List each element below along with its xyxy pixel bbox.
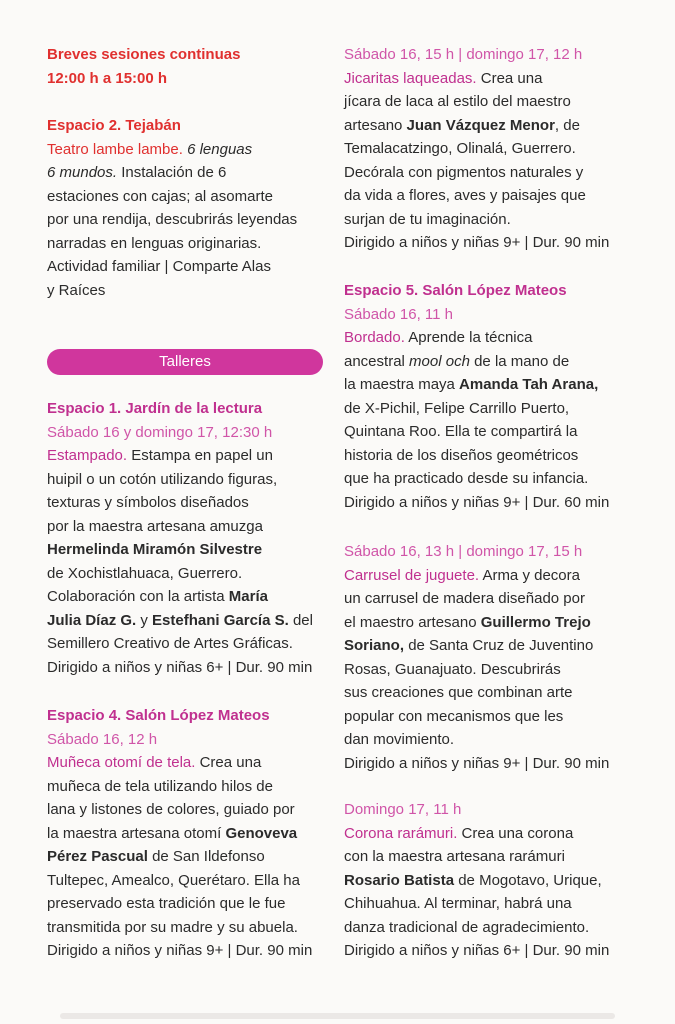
talleres-section-header: Talleres	[47, 349, 323, 375]
carrusel-date: Sábado 16, 13 h | domingo 17, 15 h	[344, 543, 583, 560]
espacio4-title: Muñeca otomí de tela.	[47, 754, 196, 771]
espacio4-block: Espacio 4. Salón López Mateos Sábado 16, 12 h Muñeca otomí de tela. Crea una muñeca de tela utilizando hilos de lana y listones de colores, guiado por la maestra artesana otomí Genoveva Pérez Pascual de San Ildefonso Tultepec, Amealco, Querétaro. Ella ha preservado esta tradición que le fue transmitida por su madre y su abuela. Dirigido a niños y niñas 9+ | Dur. 90 min	[47, 704, 332, 963]
corona-title: Corona rarámuri.	[344, 824, 458, 842]
espacio2-block: Espacio 2. Tejabán Teatro lambe lambe. 6 lenguas 6 mundos. Instalación de 6 estaciones con cajas; al asomarte por una rendija, descubrirás leyendas narradas en lenguas originarias. Actividad familiar | Comparte Alas y Raíces	[47, 114, 332, 302]
jicaritas-title: Jicaritas laqueadas.	[344, 69, 477, 87]
espacio4-heading: Espacio 4. Salón López Mateos	[47, 707, 270, 724]
bottom-divider	[60, 1013, 615, 1019]
espacio2-title: Teatro lambe lambe.	[47, 140, 183, 158]
espacio5-heading: Espacio 5. Salón López Mateos	[344, 282, 567, 299]
espacio5-date: Sábado 16, 11 h	[344, 305, 453, 323]
espacio5-block: Espacio 5. Salón López Mateos Sábado 16, 11 h Bordado. Aprende la técnica ancestral mool och de la mano de la maestra maya Amanda Tah Arana, de X-Pichil, Felipe Carrillo Puerto, Quintana Roo. Ella te compartirá la historia de los diseños geométricos que ha practicado desde su infancia. Dirigido a niños y niñas 9+ | Dur. 60 min	[344, 279, 644, 514]
carrusel-block: Sábado 16, 13 h | domingo 17, 15 h Carrusel de juguete. Arma y decora un carrusel de madera diseñado por el maestro artesano Guillermo Trejo Soriano, de Santa Cruz de Juventino Rosas, Guanajuato. Descubrirás sus creaciones que combinan arte popular con mecanismos que les dan movimiento. Dirigido a niños y niñas 9+ | Dur. 90 min	[344, 540, 644, 775]
breves-block	[47, 43, 332, 90]
breves-title: Breves sesiones continuas	[47, 46, 241, 63]
espacio1-heading: Espacio 1. Jardín de la lectura	[47, 400, 263, 417]
espacio2-heading: Espacio 2. Tejabán	[47, 117, 181, 134]
jicaritas-date: Sábado 16, 15 h | domingo 17, 12 h	[344, 46, 583, 63]
breves-time: 12:00 h a 15:00 h	[47, 69, 168, 87]
espacio4-date: Sábado 16, 12 h	[47, 730, 158, 748]
espacio5-title: Bordado.	[344, 329, 405, 346]
jicaritas-block: Sábado 16, 15 h | domingo 17, 12 h Jicaritas laqueadas. Crea una jícara de laca al estilo del maestro artesano Juan Vázquez Menor, de Temalacatzingo, Olinalá, Guerrero. Decórala con pigmentos naturales y da vida a flores, aves y paisajes que surjan de tu imaginación. Dirigido a niños y niñas 9+ | Dur. 90 min	[344, 43, 644, 255]
carrusel-title: Carrusel de juguete.	[344, 566, 480, 584]
corona-date: Domingo 17, 11 h	[344, 801, 462, 818]
espacio1-date: Sábado 16 y domingo 17, 12:30 h	[47, 423, 273, 441]
corona-block: Domingo 17, 11 h Corona rarámuri. Crea una corona con la maestra artesana rarámuri Rosario Batista de Mogotavo, Urique, Chihuahua. Al terminar, habrá una danza tradicional de agradecimiento. Dirigido a niños y niñas 6+ | Dur. 90 min	[344, 798, 644, 963]
espacio1-title: Estampado.	[47, 447, 128, 464]
espacio1-block: Espacio 1. Jardín de la lectura Sábado 16 y domingo 17, 12:30 h Estampado. Estampa en papel un huipil o un cotón utilizando figuras, texturas y símbolos diseñados por la maestra artesana amuzga Hermelinda Miramón Silvestre de Xochistlahuaca, Guerrero. Colaboración con la artista María Julia Díaz G. y Estefhani García S. del Semillero Creativo de Artes Gráficas. Dirigido a niños y niñas 6+ | Dur. 90 min	[47, 397, 332, 679]
